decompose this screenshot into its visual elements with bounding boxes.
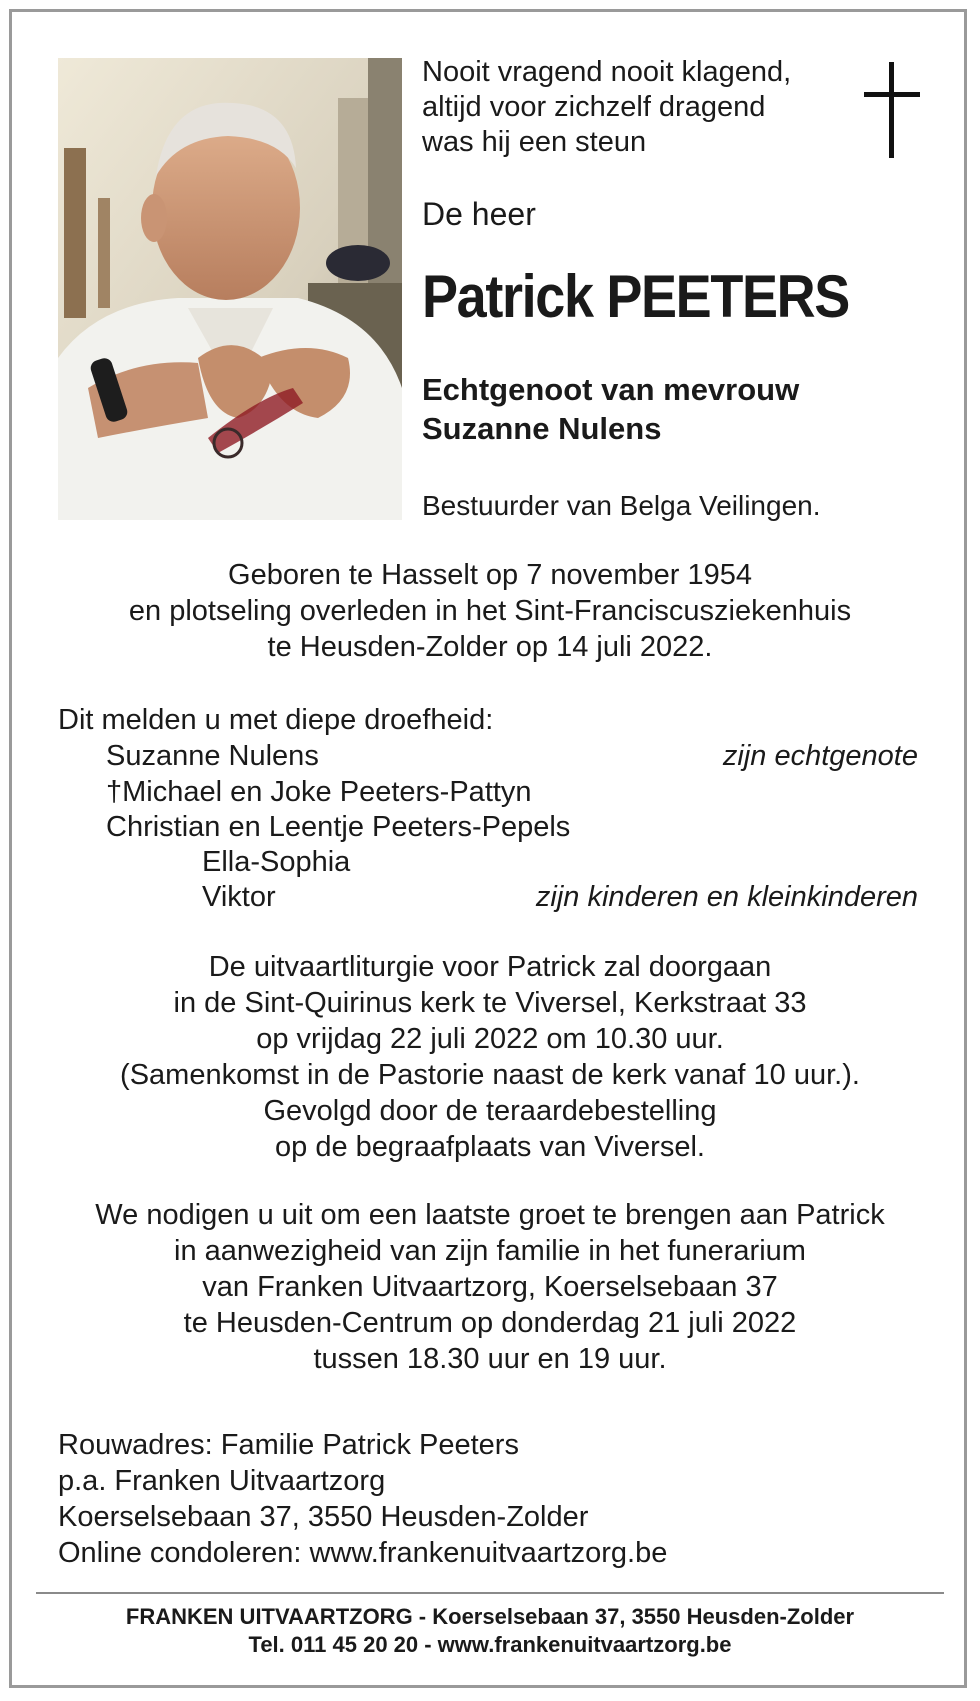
family-member: Viktor bbox=[202, 881, 276, 913]
poem-line: altijd voor zichzelf dragend bbox=[422, 91, 766, 123]
deceased-name: Patrick PEETERS bbox=[422, 263, 849, 330]
memorial-poem bbox=[422, 55, 791, 160]
funeral-line: op de begraafplaats van Viversel. bbox=[275, 1131, 705, 1163]
funeral-line: Gevolgd door de teraardebestelling bbox=[263, 1095, 717, 1127]
funeral-line: De uitvaartliturgie voor Patrick zal doorgaan bbox=[208, 951, 772, 983]
funeral-home-footer bbox=[40, 1603, 940, 1659]
death-line: te Heusden-Zolder op 14 juli 2022. bbox=[267, 631, 713, 663]
poem-line: Nooit vragend nooit klagend, bbox=[422, 56, 792, 88]
family-role: zijn echtgenote bbox=[722, 740, 918, 772]
spouse-info bbox=[422, 370, 799, 448]
family-role: zijn kinderen en kleinkinderen bbox=[535, 881, 918, 913]
birth-line: Geboren te Hasselt op 7 november 1954 bbox=[228, 559, 752, 591]
footer-address: FRANKEN UITVAARTZORG - Koerselsebaan 37, 3550 Heusden-Zolder bbox=[125, 1604, 855, 1629]
funeral-line: (Samenkomst in de Pastorie naast de kerk vanaf 10 uur.). bbox=[120, 1059, 860, 1091]
death-line: en plotseling overleden in het Sint-Franciscusziekenhuis bbox=[128, 595, 852, 627]
address-line: p.a. Franken Uitvaartzorg bbox=[58, 1465, 386, 1497]
visitation-line: tussen 18.30 uur en 19 uur. bbox=[313, 1343, 667, 1375]
spouse-name: Suzanne Nulens bbox=[422, 411, 662, 446]
address-line: Rouwadres: Familie Patrick Peeters bbox=[58, 1429, 519, 1461]
funeral-info bbox=[40, 949, 940, 1165]
portrait-photo bbox=[58, 58, 402, 520]
family-member: †Michael en Joke Peeters-Pattyn bbox=[106, 776, 532, 808]
salutation: De heer bbox=[422, 196, 536, 232]
family-member: Suzanne Nulens bbox=[106, 740, 319, 772]
birth-death-info bbox=[40, 557, 940, 665]
footer-contact: Tel. 011 45 20 20 - www.frankenuitvaartzorg.be bbox=[248, 1632, 732, 1657]
address-line: Koerselsebaan 37, 3550 Heusden-Zolder bbox=[58, 1501, 589, 1533]
family-member: Christian en Leentje Peeters-Pepels bbox=[106, 811, 571, 843]
occupation: Bestuurder van Belga Veilingen. bbox=[422, 490, 821, 521]
funeral-line: in de Sint-Quirinus kerk te Viversel, Kerkstraat 33 bbox=[173, 987, 807, 1019]
condolence-link[interactable]: Online condoleren: www.frankenuitvaartzorg.be bbox=[58, 1537, 668, 1569]
footer-divider bbox=[36, 1592, 944, 1594]
visitation-line: te Heusden-Centrum op donderdag 21 juli 2022 bbox=[183, 1307, 797, 1339]
latin-cross-icon bbox=[862, 62, 922, 158]
funeral-line: op vrijdag 22 juli 2022 om 10.30 uur. bbox=[256, 1023, 724, 1055]
visitation-line: in aanwezigheid van zijn familie in het funerarium bbox=[174, 1235, 806, 1267]
family-member: Ella-Sophia bbox=[202, 846, 351, 878]
contact-address bbox=[58, 1427, 667, 1571]
spouse-line: Echtgenoot van mevrouw bbox=[422, 372, 800, 407]
visitation-line: We nodigen u uit om een laatste groet te brengen aan Patrick bbox=[95, 1199, 885, 1231]
visitation-line: van Franken Uitvaartzorg, Koerselsebaan 37 bbox=[202, 1271, 778, 1303]
poem-line: was hij een steun bbox=[422, 126, 647, 158]
visitation-info bbox=[40, 1197, 940, 1377]
announcement-intro: Dit melden u met diepe droefheid: bbox=[58, 704, 494, 736]
